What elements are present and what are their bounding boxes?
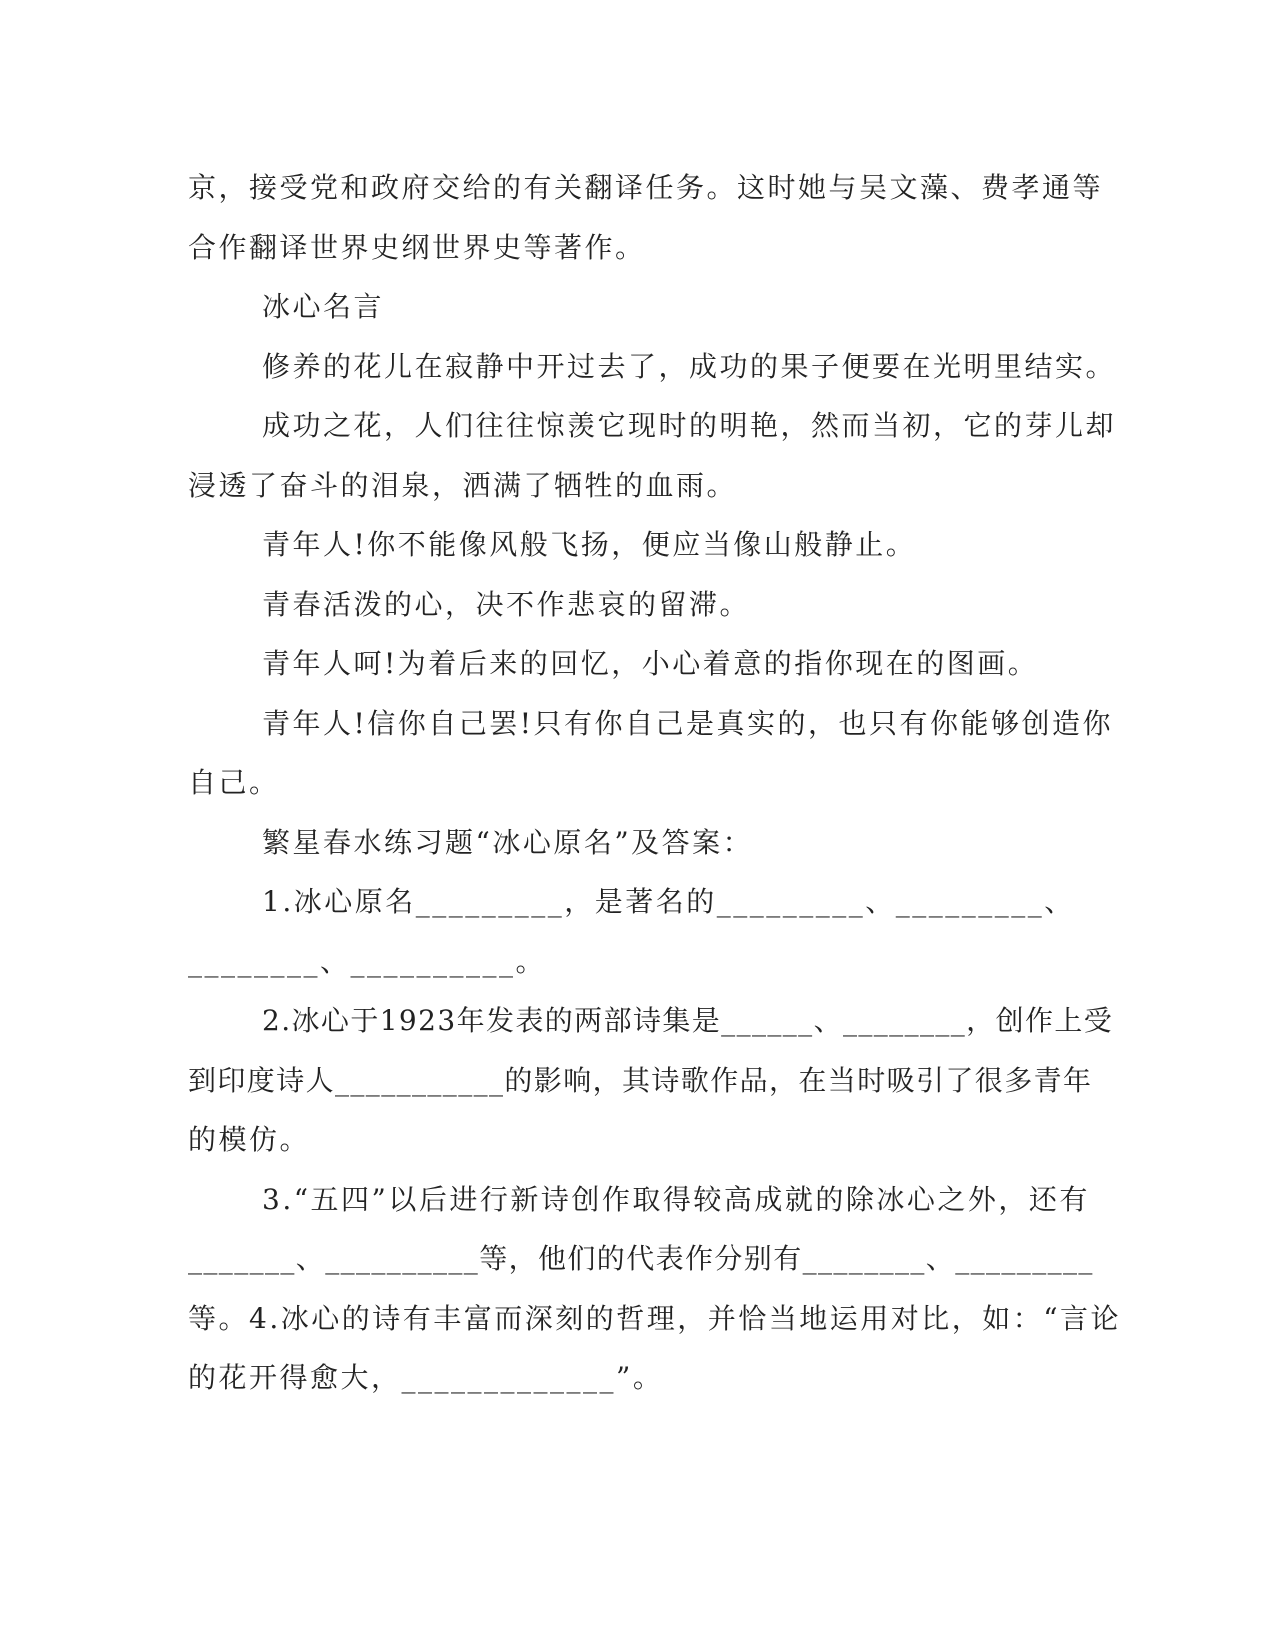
exercise-line: ________、__________。 — [188, 944, 547, 978]
quote-line: 青春活泼的心，决不作悲哀的留滞。 — [262, 587, 751, 621]
exercise-line: 到印度诗人___________的影响，其诗歌作品，在当时吸引了很多青年 — [188, 1063, 1093, 1097]
section-heading: 冰心名言 — [262, 290, 385, 323]
exercise-line: 等。4.冰心的诗有丰富而深刻的哲理，并恰当地运用对比，如：“言论 — [188, 1301, 1122, 1335]
text-line: 京，接受党和政府交给的有关翻译任务。这时她与吴文藻、费孝通等 — [188, 171, 1104, 204]
quote-line: 青年人呵!为着后来的回忆，小心着意的指你现在的图画。 — [262, 647, 1039, 680]
quote-line: 青年人!信你自己罢!只有你自己是真实的，也只有你能够创造你 — [262, 706, 1114, 740]
exercise-line: 的花开得愈大，_____________”。 — [188, 1361, 664, 1394]
exercise-line: 1.冰心原名_________，是著名的_________、_________、 — [262, 885, 1075, 918]
quote-line: 青年人!你不能像风般飞扬，便应当像山般静止。 — [262, 528, 917, 561]
quote-line: 浸透了奋斗的泪泉，洒满了牺牲的血雨。 — [188, 468, 738, 502]
exercise-line: 2.冰心于1923年发表的两部诗集是______、________，创作上受 — [262, 1004, 1114, 1037]
quote-line: 自己。 — [188, 766, 280, 799]
quote-line: 成功之花，人们往往惊羡它现时的明艳，然而当初，它的芽儿却 — [262, 409, 1117, 442]
quote-line: 修养的花儿在寂静中开过去了，成功的果子便要在光明里结实。 — [262, 349, 1117, 383]
document-body — [188, 158, 1122, 1408]
exercise-heading: 繁星春水练习题“冰心原名”及答案： — [262, 825, 754, 859]
exercise-line: 的模仿。 — [188, 1123, 311, 1156]
text-line: 合作翻译世界史纲世界史等著作。 — [188, 230, 646, 264]
exercise-line: _______、__________等，他们的代表作分别有________、_________ — [188, 1242, 1094, 1275]
exercise-line: 3.“五四”以后进行新诗创作取得较高成就的除冰心之外，还有 — [262, 1182, 1090, 1216]
